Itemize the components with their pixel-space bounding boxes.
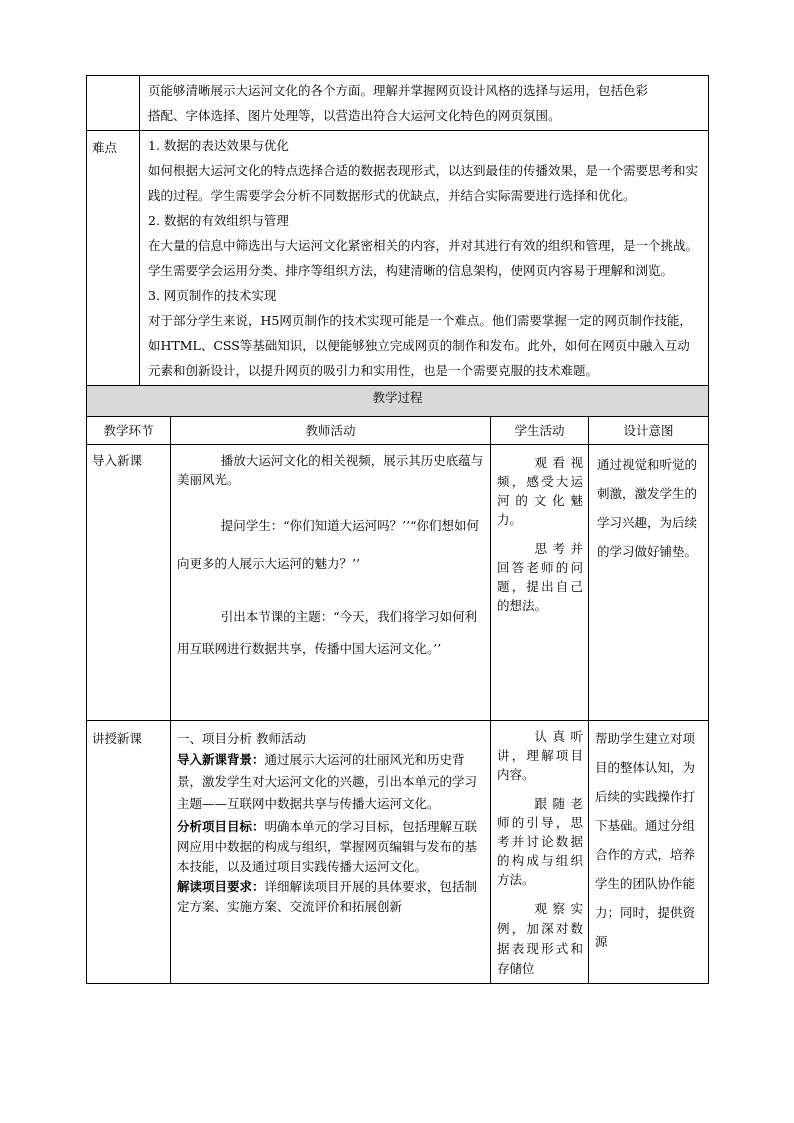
column-header-teacher: 教师活动 [171,417,491,445]
student-text: 观察实例，加深对数据表现形式和存储位 [497,901,583,976]
column-header-stage: 教学环节 [87,417,171,445]
teacher-item-label: 解读项目要求： [177,879,265,894]
continuation-line: 页能够清晰展示大运河文化的各个方面。理解并掌握网页设计风格的选择与运用，包括色彩 [148,83,649,98]
column-header-student: 学生活动 [491,417,589,445]
purpose-cell [589,445,709,721]
teacher-text: 引出本节课的主题：“今天，我们将学习如何利用互联网进行数据共享，传播中国大运河文化。’’ [177,609,478,656]
teacher-item [177,749,484,815]
student-text: 认真听讲，理解项目内容。 [497,729,583,782]
process-title: 教学过程 [87,386,709,417]
continuation-cell [140,76,709,131]
difficulty-body: 对于部分学生来说，H5网页制作的技术实现可能是一个难点。他们需要掌握一定的网页制作技能，如HTML、CSS等基础知识，以便能够独立完成网页的制作和发布。此外，如何在网页中融入互动元素和创新设计，以提升网页的吸引力和实用性，也是一个需要克服的技术难题。 [148,313,692,378]
teacher-item-text: 详细解读项目开展的具体要求，包括制定方案、实施方案、交流评价和拓展创新 [177,879,478,914]
purpose-text: 帮助学生建立对项目的整体认知，为后续的实践操作打下基础。通过分组合作的方式，培养学生的团队协作能力；同时，提供资源 [595,731,696,949]
process-row-intro [87,445,709,721]
purpose-text: 通过视觉和听觉的刺激，激发学生的学习兴趣，为后续的学习做好铺垫。 [597,457,698,559]
stage-cell: 导入新课 [87,445,171,721]
upper-table [86,75,709,386]
teacher-item-text: 通过展示大运河的壮丽风光和历史背景，激发学生对大运河文化的兴趣，引出本单元的学习主题——互联网中数据共享与传播大运河文化。 [177,752,478,811]
column-header-purpose: 设计意图 [589,417,709,445]
teacher-heading: 一、项目分析 教师活动 [177,731,306,746]
teacher-text: 播放大运河文化的相关视频，展示其历史底蕴与美丽风光。 [177,453,484,487]
column-header-row [87,417,709,445]
student-text: 跟随老师的引导，思考并讨论数据的构成与组织方法。 [497,796,583,887]
lesson-plan-page [86,75,708,984]
student-cell [491,445,589,721]
teacher-item [177,817,484,877]
stage-cell: 讲授新课 [87,721,171,984]
purpose-cell [589,721,709,984]
difficulty-title: 1. 数据的表达效果与优化 [148,138,289,153]
continuation-row [87,76,709,131]
difficulty-title: 2. 数据的有效组织与管理 [148,213,289,228]
difficulty-row [87,131,709,386]
difficulty-content [140,131,709,386]
difficulty-body: 如何根据大运河文化的特点选择合适的数据表现形式，以达到最佳的传播效果，是一个需要思考和实践的过程。学生需要学会分析不同数据形式的优缺点，并结合实际需要进行选择和优化。 [148,163,699,203]
difficulty-body: 在大量的信息中筛选出与大运河文化紧密相关的内容，并对其进行有效的组织和管理，是一个挑战。学生需要学会运用分类、排序等组织方法，构建清晰的信息架构，使网页内容易于理解和浏览。 [148,238,699,278]
process-row-lecture [87,721,709,984]
teacher-cell [171,721,491,984]
teacher-item-label: 分析项目目标： [177,819,265,834]
teacher-item-text: 明确本单元的学习目标，包括理解互联网应用中数据的构成与组织，掌握网页编辑与发布的基本技能，以及通过项目实践传播大运河文化。 [177,819,478,874]
teacher-cell [171,445,491,721]
difficulty-label: 难点 [87,131,140,386]
teacher-text: 提问学生：“你们知道大运河吗？’’“你们想如何向更多的人展示大运河的魅力？’’ [177,518,479,571]
process-table [86,385,709,984]
student-text: 思考并回答老师的问题，提出自己的想法。 [497,541,583,613]
student-cell [491,721,589,984]
process-title-row [87,386,709,417]
difficulty-title: 3. 网页制作的技术实现 [148,288,277,303]
continuation-line: 搭配、字体选择、图片处理等，以营造出符合大运河文化特色的网页氛围。 [148,108,561,123]
empty-label-cell [87,76,140,131]
teacher-item [177,877,484,917]
student-text: 观看视频，感受大运河的文化魅力。 [497,455,583,527]
teacher-item-label: 导入新课背景： [177,752,265,767]
